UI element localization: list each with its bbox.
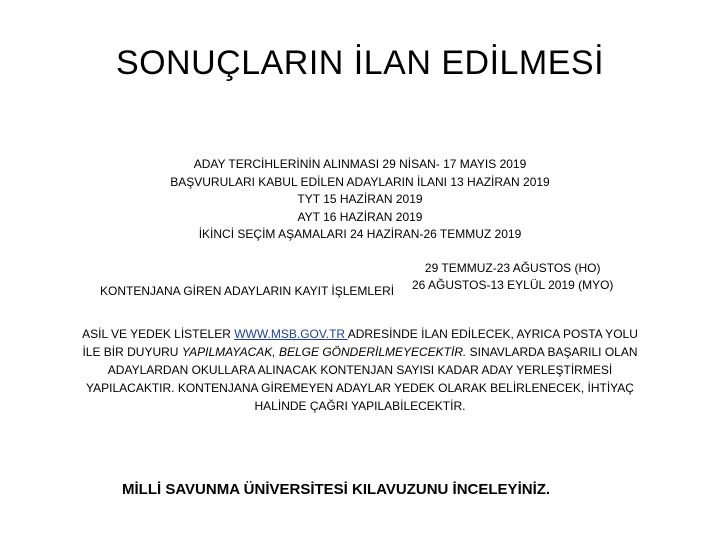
notice-italic-text: YAPILMAYACAK, BELGE GÖNDERİLMEYECEKTİR. [181,345,467,359]
page-title: SONUÇLARIN İLAN EDİLMESİ [115,44,605,82]
schedule-item: İKİNCİ SEÇİM AŞAMALARI 24 HAZİRAN-26 TEMMUZ 2019 [198,227,522,241]
enrollment-dates [412,260,613,294]
schedule-item: TYT 15 HAZİRAN 2019 [297,192,423,206]
notice-paragraph [80,325,640,415]
notice-text: ADRESİNDE İLAN EDİLECEK, AYRICA POSTA YOLU İLE BİR DUYURU [82,327,638,359]
msb-website-link[interactable]: WWW.MSB.GOV.TR [234,327,348,341]
notice-text: SINAVLARDA BAŞARILI OLAN ADAYLARDAN OKULLARA ALINACAK KONTENJAN SAYISI KADAR ADAY YERLEŞTİRMESİ YAPILACAKTIR. KONTENJANA GİREMEYEN ADAYLAR YEDEK OLARAK BELİRLENECEK, İHTİYAÇ HALİNDE ÇAĞRI YAPILABİLECEKTİR. [86,345,638,413]
schedule-item: BAŞVURULARI KABUL EDİLEN ADAYLARIN İLANI 13 HAZİRAN 2019 [170,174,550,189]
schedule-item: ADAY TERCİHLERİNİN ALINMASI 29 NİSAN- 17 MAYIS 2019 [193,157,527,171]
enrollment-date-ho: 29 TEMMUZ-23 AĞUSTOS (HO) [424,261,601,275]
footer-instruction: MİLLİ SAVUNMA ÜNİVERSİTESİ KILAVUZUNU İNCELEYİNİZ. [122,481,551,498]
schedule-item: AYT 16 HAZİRAN 2019 [297,209,423,224]
notice-text: ASİL VE YEDEK LİSTELER [82,327,235,341]
enrollment-label: KONTENJANA GİREN ADAYLARIN KAYIT İŞLEMLERİ [100,284,395,298]
schedule-list [0,156,720,244]
enrollment-date-myo: 26 AĞUSTOS-13 EYLÜL 2019 (MYO) [412,278,614,292]
